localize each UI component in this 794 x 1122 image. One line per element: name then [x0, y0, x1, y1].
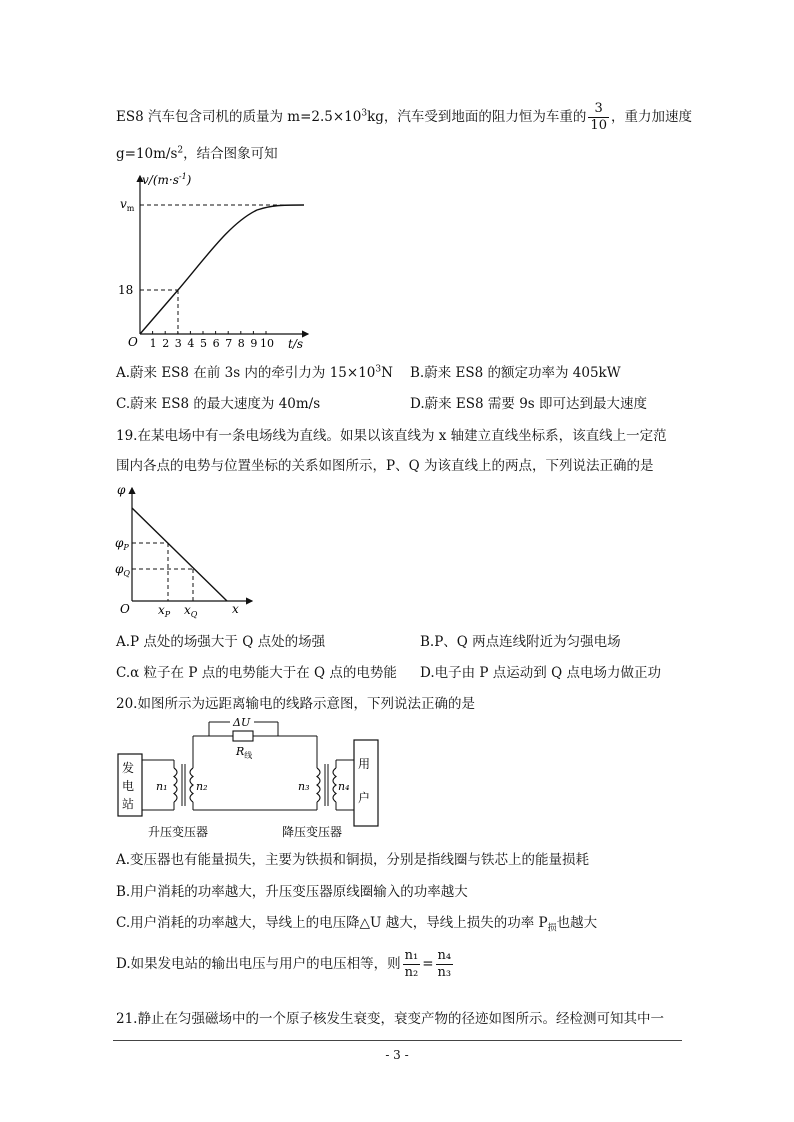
t-tick-2: 2	[162, 337, 170, 350]
v18-label: 18	[118, 283, 134, 297]
footer-rule	[113, 1040, 682, 1041]
station-char-1: 发	[122, 761, 135, 775]
user-char-2: 户	[358, 791, 371, 805]
power-transmission-diagram	[112, 716, 392, 840]
t-tick-8: 8	[237, 337, 245, 350]
t-axis-label: t/s	[288, 337, 304, 350]
intro-line-2: $g=10m/s^2$，结合图象可知	[116, 145, 278, 162]
fraction-3-10: $\frac{3}{10}$	[590, 101, 607, 133]
q19-option-b[interactable]: B.P、Q 两点连线附近为匀强电场	[420, 634, 621, 650]
phi-x-line	[132, 508, 227, 601]
r-line-label: $R_线$	[236, 745, 253, 760]
xP-label: $x_P$	[158, 603, 171, 619]
t-tick-3: 3	[174, 337, 182, 350]
q19-option-a[interactable]: A.P 点处的场强大于 Q 点处的场强	[116, 634, 326, 650]
primary-coil-1	[174, 768, 177, 802]
q18-option-b[interactable]: B.蔚来 ES8 的额定功率为 405kW	[410, 365, 621, 381]
velocity-time-graph	[112, 168, 312, 350]
t-tick-9: 9	[250, 337, 258, 350]
v-t-curve	[140, 205, 304, 334]
phiP-label: $\varphi_P$	[115, 536, 129, 552]
page-number: - 3 -	[385, 1048, 409, 1062]
t-tick-1: 1	[149, 337, 157, 350]
q20-stem: 20.如图所示为远距离输电的线路示意图，下列说法正确的是	[116, 696, 475, 712]
q18-option-a[interactable]: A.蔚来 ES8 在前 3s 内的牵引力为 $15\times 10^3N$	[116, 364, 393, 381]
q20-option-b[interactable]: B.用户消耗的功率越大，升压变压器原线圈输入的功率越大	[116, 884, 468, 900]
intro-line-1: ES8 汽车包含司机的质量为 $m=2.5\times 10^3kg$，汽车受到地面的阻力恒为车重的 $\frac{3}{10}$ ，重力加速度	[116, 101, 692, 133]
delta-u-label: ΔU	[233, 716, 251, 729]
origin-label: O	[120, 602, 130, 616]
n4-label: n₄	[338, 780, 350, 793]
q18-option-d[interactable]: D.蔚来 ES8 需要 9s 即可达到最大速度	[410, 396, 648, 412]
q20-option-c[interactable]: C.用户消耗的功率越大，导线上的电压降△U 越大，导线上损失的功率 $P_损$也越大	[116, 915, 598, 934]
v-axis-label: $v/(m\cdot s^{-1})$	[142, 172, 192, 187]
q21-stem: 21.静止在匀强磁场中的一个原子核发生衰变，衰变产物的径迹如图所示。经检测可知其中一	[116, 1011, 664, 1027]
secondary-coil-4	[333, 768, 336, 802]
q19-stem-line-2: 围内各点的电势与位置坐标的关系如图所示，P、Q 为该直线上的两点，下列说法正确的是	[116, 458, 654, 474]
n3-label: n₃	[298, 780, 310, 793]
q20-option-a[interactable]: A.变压器也有能量损失，主要为铁损和铜损，分别是指线圈与铁芯上的能量损耗	[116, 852, 590, 868]
q19-stem-line-1: 19.在某电场中有一条电场线为直线。如果以该直线为 x 轴建立直线坐标系，该直线上一定范	[116, 428, 667, 444]
x-axis-label: x	[232, 602, 239, 616]
primary-coil-3	[317, 768, 320, 802]
xQ-label: $x_Q$	[184, 603, 198, 619]
step-up-transformer-label: 升压变压器	[148, 825, 209, 839]
q18-option-c[interactable]: C.蔚来 ES8 的最大速度为 40m/s	[116, 396, 321, 412]
q19-option-c[interactable]: C.α 粒子在 P 点的电势能大于在 Q 点的电势能	[116, 665, 397, 681]
q20-option-d[interactable]: D.如果发电站的输出电压与用户的电压相等，则 $\frac{\text{n₁}}{\text{n₂}}$ = $\frac{\text{n₄}}{\text{n₃}}$	[116, 948, 452, 980]
phiQ-label: $\varphi_Q$	[115, 562, 130, 578]
n2-label: n₂	[196, 780, 208, 793]
origin-label: O	[128, 335, 138, 349]
phi-axis-label: φ	[117, 483, 126, 497]
user-box	[354, 740, 378, 826]
line-resistor	[233, 731, 253, 741]
t-tick-7: 7	[225, 337, 233, 350]
user-char-1: 用	[358, 757, 371, 771]
potential-position-graph	[112, 480, 262, 620]
station-char-3: 站	[122, 797, 135, 811]
n1-label: n₁	[156, 780, 168, 793]
step-down-transformer-label: 降压变压器	[282, 825, 343, 839]
station-char-2: 电	[122, 779, 135, 793]
secondary-coil-2	[190, 768, 193, 802]
t-tick-10: 10	[260, 337, 274, 350]
t-tick-5: 5	[200, 337, 207, 350]
t-tick-6: 6	[212, 337, 220, 350]
t-tick-4: 4	[187, 337, 195, 350]
vm-label: $v_m$	[120, 197, 135, 213]
q19-option-d[interactable]: D.电子由 P 点运动到 Q 点电场力做正功	[420, 665, 661, 681]
